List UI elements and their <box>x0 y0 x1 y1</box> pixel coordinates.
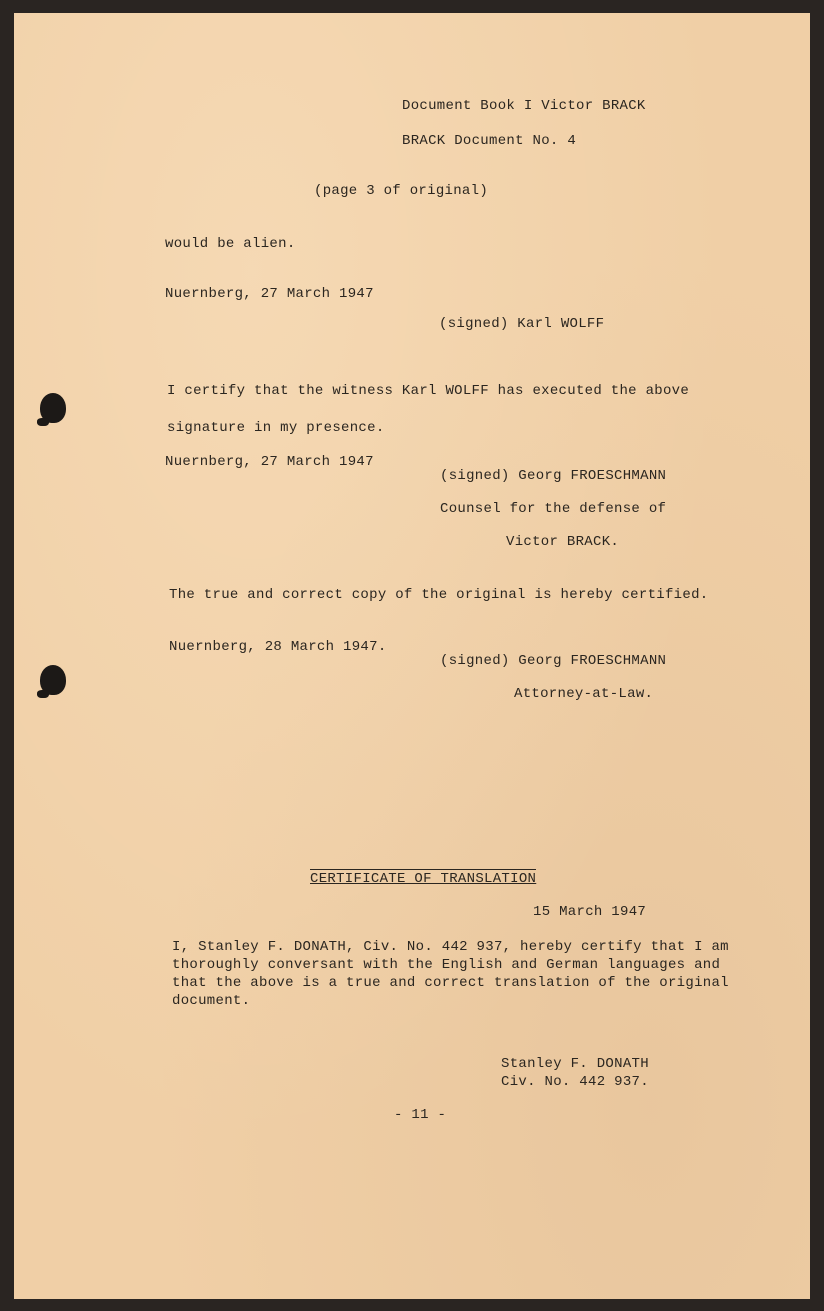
signature-wolff: (signed) Karl WOLFF <box>439 316 605 332</box>
attorney-role: Attorney-at-Law. <box>514 686 654 702</box>
certificate-line: thoroughly conversant with the English and German languages and <box>172 957 721 973</box>
header-document-number: BRACK Document No. 4 <box>402 133 577 149</box>
signature-froeschmann-2: (signed) Georg FROESCHMANN <box>440 653 667 669</box>
copy-statement: The true and correct copy of the original is hereby certified. <box>169 587 709 603</box>
certificate-line: I, Stanley F. DONATH, Civ. No. 442 937, hereby certify that I am <box>172 939 729 955</box>
certificate-date: 15 March 1947 <box>533 904 647 920</box>
certificate-line: document. <box>172 993 251 1009</box>
translator-civ-number: Civ. No. 442 937. <box>501 1074 649 1090</box>
place-date-2: Nuernberg, 27 March 1947 <box>165 454 374 470</box>
punch-hole-bottom <box>40 665 66 695</box>
certificate-line: that the above is a true and correct translation of the original <box>172 975 729 991</box>
certificate-body <box>172 938 729 1010</box>
signature-froeschmann-1: (signed) Georg FROESCHMANN <box>440 468 667 484</box>
certify-line-2: signature in my presence. <box>167 420 385 436</box>
translator-name: Stanley F. DONATH <box>501 1056 649 1072</box>
document-page <box>14 13 810 1299</box>
counsel-client: Victor BRACK. <box>506 534 620 550</box>
certificate-title: CERTIFICATE OF TRANSLATION <box>310 871 537 887</box>
place-date-1: Nuernberg, 27 March 1947 <box>165 286 374 302</box>
page-number: - 11 - <box>394 1107 447 1123</box>
counsel-role: Counsel for the defense of <box>440 501 667 517</box>
text-fragment: would be alien. <box>165 236 296 252</box>
punch-hole-top <box>40 393 66 423</box>
place-date-3: Nuernberg, 28 March 1947. <box>169 639 387 655</box>
page-note: (page 3 of original) <box>314 183 489 199</box>
header-document-book: Document Book I Victor BRACK <box>402 98 646 114</box>
certify-line-1: I certify that the witness Karl WOLFF has executed the above <box>167 383 690 399</box>
